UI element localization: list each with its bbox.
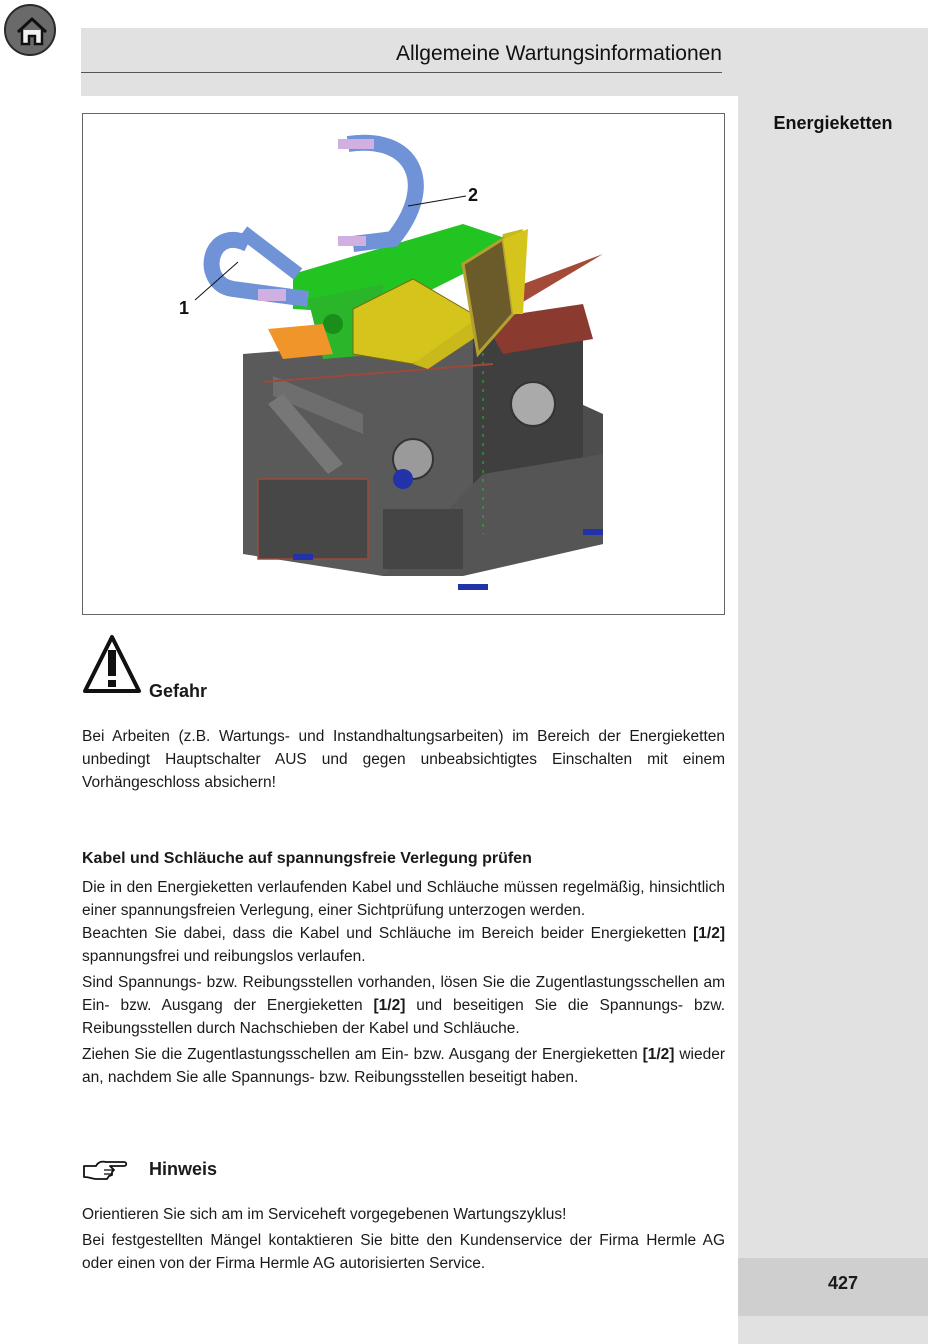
section-paragraph-4: Ziehen Sie die Zugentlastungsschellen am Ein- bzw. Ausgang der Energieketten [1/2] wieder an, nachdem Sie alle Spannungs- bzw. Reibungsstellen beseitigt haben. [82,1046,726,1086]
right-sidebar [738,96,928,1344]
danger-title: Gefahr [149,681,208,701]
energy-chain-2 [348,143,416,244]
machine-illustration [83,114,724,614]
warning-triangle-icon [82,634,142,701]
figure-label-1: 1 [179,298,190,318]
page-number: 427 [827,1273,859,1293]
pointing-hand-icon [82,1158,128,1187]
hint-paragraph-2: Bei festgestellten Mängel kontaktieren Sie bitte den Kundenservice der Firma Hermle AG oder einen von der Firma Hermle AG autorisierten Service. [82,1232,725,1272]
section-paragraph-1: Die in den Energieketten verlaufenden Kabel und Schläuche müssen regelmäßig, hinsichtlich einer spannungsfreien Verlegung, einer Sichtprüfung unterzogen werden. [82,879,725,919]
section-paragraph-2: Beachten Sie dabei, dass die Kabel und Schläuche im Bereich beider Energieketten [1/2] spannungsfrei und reibungslos verlaufen. [82,925,725,965]
home-icon [14,13,50,49]
figure-label-2: 2 [468,185,479,205]
hint-title: Hinweis [149,1159,218,1179]
danger-text: Bei Arbeiten (z.B. Wartungs- und Instandhaltungsarbeiten) im Bereich der Energieketten unbedingt Hauptschalter AUS und gegen unbeabsichtigtes Einschalten mit einem Vorhängeschloss absichern! [82,728,725,791]
header-rule [81,72,722,73]
machine-figure [82,113,725,615]
section-title: Energieketten [773,113,893,133]
home-button[interactable] [4,4,56,56]
hint-paragraph-1: Orientieren Sie sich am im Serviceheft vorgegebenen Wartungszyklus! [82,1206,567,1223]
section-paragraph-3: Sind Spannungs- bzw. Reibungsstellen vorhanden, lösen Sie die Zugentlastungsschellen am Ein- bzw. Ausgang der Energieketten [1/2] und beseitigen Sie die Spannungs- bzw. Reibungsstellen durch Nachschieben der Kabel und Schläuche. [82,974,725,1037]
page-header-title: Allgemeine Wartungsinformationen [395,42,722,65]
section-heading: Kabel und Schläuche auf spannungsfreie Verlegung prüfen [82,850,532,867]
